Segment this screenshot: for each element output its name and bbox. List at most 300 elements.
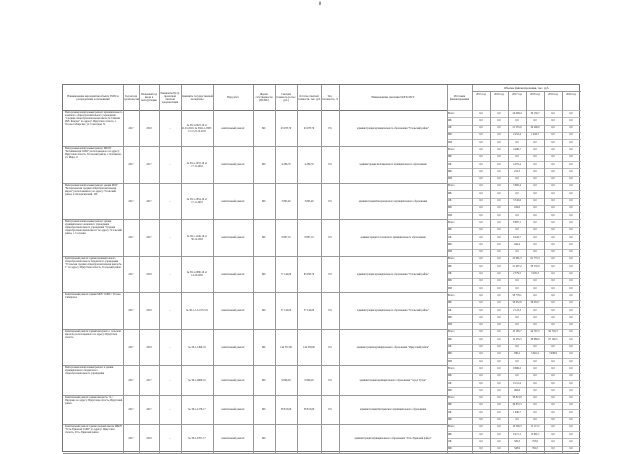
funding-value: 36 150,7 xyxy=(530,111,540,115)
funding-source: Всего xyxy=(448,257,455,261)
funding-value: 0,0 xyxy=(479,366,483,370)
funding-value: 0,0 xyxy=(533,396,537,400)
cell-pct: 0% xyxy=(328,199,332,203)
cell-end: 2018 xyxy=(146,309,152,313)
header-cost: Сметная стоимость (в тыс. руб.) xyxy=(275,93,297,102)
object-name: Выборочный капитальный ремонт МКОУ "Кобляковская СОШ" расположенного по адресу: Иркутская область, Усольский район, с. Кобляково, ул. Мира, 8 xyxy=(65,147,122,160)
cell-rest: 43 078,70 xyxy=(303,126,315,130)
cell-end: 2017 xyxy=(146,199,152,203)
funding-value: 0,0 xyxy=(533,191,537,195)
grid-line xyxy=(544,91,545,453)
funding-value: 0,0 xyxy=(569,133,573,137)
cell-type: капитальный ремонт xyxy=(221,309,245,313)
funding-value: 0,0 xyxy=(515,286,519,290)
funding-value: 0,0 xyxy=(479,352,483,356)
funding-value: 0,0 xyxy=(515,315,519,319)
funding-value: 0,0 xyxy=(479,272,483,276)
cell-rest xyxy=(297,424,321,453)
funding-value: 0,0 xyxy=(569,308,573,312)
cell-end: 2018 xyxy=(146,126,152,130)
cell-pct: 0% xyxy=(328,378,332,382)
funding-value: 526,3 xyxy=(514,439,520,443)
funding-value: 0,0 xyxy=(533,345,537,349)
cell-cost: 43 078,70 xyxy=(280,126,292,130)
cell-pct: 0% xyxy=(328,163,332,167)
funding-value: 0,0 xyxy=(569,425,573,429)
funding-value: 0,0 xyxy=(497,418,501,421)
funding-value: 0,0 xyxy=(479,425,483,429)
funding-value: 0,0 xyxy=(479,418,483,421)
funding-value: 0,0 xyxy=(515,279,519,283)
funding-value: 0,0 xyxy=(515,177,519,181)
funding-value: 2 453,4 xyxy=(513,133,521,137)
funding-value: 3 695,4 xyxy=(513,184,521,188)
funding-value: 3 938,9 xyxy=(549,352,557,356)
object-name: Капитальный ремонт здания школы № 12 с. Писарево по адресу: Иркутская область, Иркутский район xyxy=(65,395,123,405)
funding-value: 0,0 xyxy=(569,388,573,392)
cell-start: 2017 xyxy=(128,407,134,411)
cell-start: 2017 xyxy=(128,126,134,130)
grid-line xyxy=(123,85,124,453)
funding-value: 0,0 xyxy=(569,220,573,224)
funding-value: 0,0 xyxy=(551,359,555,363)
funding-source: ФБ xyxy=(448,403,452,407)
header-year: 2019 год xyxy=(548,93,558,96)
funding-source: Всего xyxy=(448,330,455,334)
cell-form: МС xyxy=(261,126,267,130)
header-form: Форма собственности (ГП/МС) xyxy=(255,93,273,102)
funding-value: 0,0 xyxy=(497,410,501,414)
funding-value: 0,0 xyxy=(569,206,573,210)
funding-value: 0,0 xyxy=(551,228,555,232)
cell-customer: администрация муниципального образования "Усольский район" xyxy=(356,309,430,313)
header-year: 2015 год xyxy=(476,93,486,96)
funding-source: ФБ xyxy=(448,301,452,305)
cell-pct: 0% xyxy=(328,126,332,130)
funding-value: 67 192,5 xyxy=(548,337,558,341)
cell-customer: администрация Писаревского муниципального образования xyxy=(359,407,427,411)
funding-value: 0,0 xyxy=(569,330,573,334)
funding-value: 0,0 xyxy=(479,264,483,268)
cell-pct: 0% xyxy=(328,407,332,411)
funding-value: 8 887,1 xyxy=(513,220,521,224)
funding-value: 0,0 xyxy=(479,337,483,341)
funding-value: 1 944,7 xyxy=(531,133,539,137)
cell-start: 2017 xyxy=(128,436,134,440)
funding-value: 0,0 xyxy=(533,184,537,188)
funding-source: МБ xyxy=(448,206,452,210)
funding-value: 0,0 xyxy=(551,235,555,239)
funding-value: 0,0 xyxy=(569,228,573,232)
funding-value: 0,0 xyxy=(569,111,573,115)
funding-value: 0,0 xyxy=(569,432,573,436)
header-stage: Реквизиты ПСД, проектной сметной документации xyxy=(160,91,180,104)
cell-pct xyxy=(321,424,339,453)
funding-value: 0,0 xyxy=(479,118,483,122)
funding-value: 38 986,0 xyxy=(530,337,540,341)
funding-value: 58 570,0 xyxy=(530,264,540,268)
funding-value: 0,0 xyxy=(497,301,501,305)
funding-source: МБ xyxy=(448,133,452,137)
funding-value: 0,0 xyxy=(551,199,555,203)
cell-stage: - xyxy=(169,272,171,276)
funding-value: 0,0 xyxy=(569,118,573,122)
cell-rest: 4 286,70 xyxy=(304,163,314,167)
cell-docs: № 38-1-1053-16 от 17.11.2016 xyxy=(186,161,208,168)
funding-value: 0,0 xyxy=(497,381,501,385)
funding-value: 0,0 xyxy=(479,403,483,407)
funding-value: 0,0 xyxy=(479,155,483,159)
object-name: Выборочный капитальный ремонт здания МОУ "Белореченская средняя общеобразовательная школа" расположенного по адресу: Усольский район, п. Белореченский, 106 xyxy=(65,183,118,196)
cell-cost xyxy=(275,424,297,453)
funding-value: 0,0 xyxy=(569,345,573,349)
funding-value: 0,0 xyxy=(569,257,573,261)
funding-value: 0,0 xyxy=(497,250,501,254)
funding-value: 58 776,1 xyxy=(512,293,522,297)
funding-value: 0,0 xyxy=(551,410,555,414)
funding-source: ИИ xyxy=(448,286,452,290)
funding-value: 0,0 xyxy=(533,315,537,319)
funding-source: ИИ xyxy=(448,359,452,363)
grid-line xyxy=(159,85,160,453)
funding-value: 0,0 xyxy=(569,169,573,173)
funding-value: 0,0 xyxy=(533,279,537,283)
funding-value: 0,0 xyxy=(497,388,501,392)
cell-end: 2017 xyxy=(146,378,152,382)
funding-source: ОБ xyxy=(448,345,452,349)
funding-value: 0,0 xyxy=(569,126,573,130)
funding-source: МБ xyxy=(448,388,452,392)
funding-value: 0,0 xyxy=(497,432,501,436)
funding-source: ОБ xyxy=(448,410,452,414)
cell-cost: 3 695,40 xyxy=(281,199,291,203)
header-pct: Тех. готовность, % xyxy=(321,94,339,101)
funding-value: 0,0 xyxy=(551,206,555,210)
cell-pct: 0% xyxy=(328,345,332,349)
funding-value: 0,0 xyxy=(479,432,483,436)
page-number: 8 xyxy=(318,2,322,7)
funding-source: МБ xyxy=(448,315,452,319)
grid-line xyxy=(339,85,340,453)
cell-cost: 9 696,20 xyxy=(281,378,291,382)
funding-value: 0,0 xyxy=(551,425,555,429)
grid-line xyxy=(526,91,527,453)
funding-source: МБ xyxy=(448,352,452,356)
funding-value: 0,0 xyxy=(551,118,555,122)
funding-source: Всего xyxy=(448,220,455,224)
funding-value: 0,0 xyxy=(533,323,537,327)
cell-customer: администрация муниципального образования "Усть-Удинский район" xyxy=(354,436,432,440)
funding-value: 0,0 xyxy=(569,301,573,305)
cell-pct: 0% xyxy=(328,236,332,240)
funding-value: 0,0 xyxy=(497,447,501,451)
header-customer: Наименование заказчика ПОГК МСУ xyxy=(371,96,415,99)
funding-source: Всего xyxy=(448,293,455,297)
funding-source: ОБ xyxy=(448,162,452,166)
cell-docs: № 38-1-0023-16 от 21.01.2016, № 3841-1-0307-15 от 25.12.2015 xyxy=(181,123,213,133)
funding-value: 21 555,0 xyxy=(512,126,522,130)
funding-value: 0,0 xyxy=(497,140,501,144)
cell-stage: - xyxy=(169,236,171,240)
cell-stage: - xyxy=(169,436,171,440)
funding-value: 0,0 xyxy=(551,396,555,400)
funding-value: 0,0 xyxy=(551,388,555,392)
header-start: Год начала строительства xyxy=(123,94,139,101)
funding-value: 0,0 xyxy=(533,374,537,378)
object-name: Выборочный капитальный ремонт здания муниципального казенного учреждения общеобразовательного учреждения "Средняя общеобразовательная школа" по адресу: Усольский район, с. Сосновка xyxy=(65,220,122,236)
funding-value: 0,0 xyxy=(479,147,483,151)
funding-value: 0,0 xyxy=(533,206,537,210)
funding-value: 0,0 xyxy=(551,111,555,115)
cell-stage: - xyxy=(169,163,171,167)
funding-value: 0,0 xyxy=(497,293,501,297)
funding-value: 0,0 xyxy=(551,126,555,130)
funding-value: 214,3 xyxy=(514,169,520,173)
funding-value: 0,0 xyxy=(497,257,501,261)
funding-value: 0,0 xyxy=(497,213,501,217)
funding-value: 0,0 xyxy=(569,439,573,443)
funding-value: 0,0 xyxy=(551,447,555,451)
funding-value: 9 696,2 xyxy=(513,366,521,370)
funding-value: 0,0 xyxy=(497,184,501,188)
funding-value: 0,0 xyxy=(479,184,483,188)
funding-value: 0,0 xyxy=(551,147,555,151)
funding-value: 0,0 xyxy=(551,162,555,166)
funding-value: 484,8 xyxy=(514,388,520,392)
funding-value: 0,0 xyxy=(533,381,537,385)
cell-type: капитальный ремонт xyxy=(221,236,245,240)
funding-value: 1 940,7 xyxy=(513,410,521,414)
funding-value: 0,0 xyxy=(497,323,501,327)
cell-start: 2017 xyxy=(128,272,134,276)
header-year: 2020 год xyxy=(566,93,576,96)
funding-value: 0,0 xyxy=(515,374,519,378)
funding-value: 0,0 xyxy=(533,169,537,173)
funding-value: 0,0 xyxy=(569,279,573,283)
header-year: 2017 год xyxy=(512,93,522,96)
funding-source: ИИ xyxy=(448,177,452,181)
funding-value: 0,0 xyxy=(479,206,483,210)
funding-value: 0,0 xyxy=(551,177,555,181)
funding-value: 9 211,4 xyxy=(513,381,521,385)
funding-value: 0,0 xyxy=(497,162,501,166)
funding-source: ОБ xyxy=(448,126,452,130)
funding-value: 0,0 xyxy=(569,147,573,151)
cell-docs: № 38-1-1-3-0172-16 xyxy=(186,309,208,313)
funding-value: 0,0 xyxy=(479,447,483,451)
cell-form: МС xyxy=(261,199,267,203)
funding-value: 0,0 xyxy=(533,242,537,246)
funding-value: 0,0 xyxy=(569,264,573,268)
funding-value: 0,0 xyxy=(479,345,483,349)
funding-value: 0,0 xyxy=(479,213,483,217)
funding-value: 0,0 xyxy=(497,206,501,210)
cell-end: 2018 xyxy=(146,272,152,276)
funding-source: Всего xyxy=(448,184,455,188)
funding-value: 0,0 xyxy=(497,439,501,443)
funding-value: 0,0 xyxy=(533,366,537,370)
funding-value: 0,0 xyxy=(515,228,519,232)
funding-value: 0,0 xyxy=(569,403,573,407)
cell-stage: - xyxy=(169,407,171,411)
funding-value: 0,0 xyxy=(497,220,501,224)
cell-rest: 38 813,00 xyxy=(303,407,315,411)
funding-source: ФБ xyxy=(448,337,452,341)
funding-value: 44 707,2 xyxy=(530,330,540,334)
funding-value: 0,0 xyxy=(551,155,555,159)
funding-value: 0,0 xyxy=(497,425,501,429)
cell-end: 2018 xyxy=(146,436,152,440)
funding-value: 0,0 xyxy=(479,140,483,144)
funding-value: 0,0 xyxy=(551,315,555,319)
funding-source: Всего xyxy=(448,111,455,115)
funding-value: 0,0 xyxy=(497,199,501,203)
funding-value: 0,0 xyxy=(479,242,483,246)
funding-value: 0,0 xyxy=(551,381,555,385)
funding-value: 0,0 xyxy=(551,286,555,290)
funding-value: 4 286,7 xyxy=(513,147,521,151)
funding-source: ФБ xyxy=(448,155,452,159)
funding-value: 0,0 xyxy=(569,184,573,188)
funding-value: 0,0 xyxy=(533,228,537,232)
funding-value: 0,0 xyxy=(533,410,537,414)
cell-pct: 0% xyxy=(328,309,332,313)
funding-value: 0,0 xyxy=(479,301,483,305)
cell-docs: № 38-1-0960-16 xyxy=(188,378,206,382)
funding-value: 0,0 xyxy=(515,213,519,217)
cell-pct: 0% xyxy=(328,272,332,276)
funding-value: 0,0 xyxy=(497,345,501,349)
cell-customer: администрация муниципального образования "город Тулун" xyxy=(359,378,427,382)
funding-source: ФБ xyxy=(448,264,452,268)
funding-value: 0,0 xyxy=(551,272,555,276)
cell-start: 2017 xyxy=(128,199,134,203)
funding-value: 0,0 xyxy=(533,388,537,392)
grid-line xyxy=(562,91,563,453)
cell-cost: 77 144,00 xyxy=(280,272,292,276)
funding-value: 528,9 xyxy=(514,447,520,451)
funding-value: 38 813,0 xyxy=(512,396,522,400)
funding-value: 0,0 xyxy=(569,374,573,378)
funding-value: 0,0 xyxy=(497,235,501,239)
object-name: Выборочный капитальный ремонт муниципального казенного общеобразовательного учреждения "Средняя общеобразовательная школа № 8 имени И.Н. Кожуна" по адресу: Иркутская область, г. Усолье-Сибирское, ул. Советская, 31 xyxy=(65,111,123,126)
funding-value: 0,0 xyxy=(479,162,483,166)
cell-form: МС xyxy=(261,236,267,240)
cell-type: капитальный ремонт xyxy=(221,345,245,349)
cell-cost: 57 144,00 xyxy=(280,309,292,313)
funding-value: 56 652,8 xyxy=(512,301,522,305)
funding-value: 0,0 xyxy=(533,293,537,297)
object-name: Капитальный ремонт здания МОУ СОШ г. Усолье-Сибирское xyxy=(65,293,122,300)
cell-rest: 9 696,20 xyxy=(304,378,314,382)
funding-value: 0,0 xyxy=(479,410,483,414)
funding-value: 0,0 xyxy=(479,359,483,363)
funding-value: 0,0 xyxy=(569,381,573,385)
cell-form: МС xyxy=(261,272,267,276)
funding-value: 0,0 xyxy=(479,250,483,254)
funding-value: 0,0 xyxy=(569,315,573,319)
cell-docs: № 38-1-2080-16 от 14.10.2016 xyxy=(186,271,208,278)
funding-value: 12 255,5 xyxy=(512,337,522,341)
cell-form: МС xyxy=(261,436,267,440)
header-rest: Остаток сметной стоимости, тыс. руб. xyxy=(297,94,321,101)
funding-value: 0,0 xyxy=(569,447,573,451)
funding-value: 0,0 xyxy=(497,366,501,370)
cell-cost: 8 887,10 xyxy=(281,236,291,240)
funding-value: 0,0 xyxy=(569,418,573,421)
funding-value: 0,0 xyxy=(569,155,573,159)
funding-source: ИИ xyxy=(448,140,452,144)
grid-line xyxy=(297,85,298,453)
funding-value: 0,0 xyxy=(479,286,483,290)
funding-value: 0,0 xyxy=(551,374,555,378)
funding-value: 0,0 xyxy=(551,191,555,195)
funding-value: 0,0 xyxy=(479,396,483,400)
funding-value: 0,0 xyxy=(569,286,573,290)
funding-source: МБ xyxy=(448,447,452,451)
funding-value: 0,0 xyxy=(497,264,501,268)
funding-value: 0,0 xyxy=(497,374,501,378)
funding-value: 0,0 xyxy=(497,337,501,341)
funding-source: МБ xyxy=(448,418,452,421)
grid-line xyxy=(213,85,214,453)
funding-value: 0,0 xyxy=(551,220,555,224)
funding-value: 0,0 xyxy=(515,250,519,254)
funding-value: 0,0 xyxy=(479,308,483,312)
grid-line xyxy=(508,91,509,453)
cell-type: капитальный ремонт xyxy=(221,378,245,382)
funding-value: 0,0 xyxy=(533,213,537,217)
header-year: 2016 год xyxy=(494,93,504,96)
funding-value: 444,4 xyxy=(514,242,520,246)
header-name: Наименование мероприятия объекта ГМП за распределение ассигнований xyxy=(67,94,119,101)
cell-customer: администрация Кобляковского муниципального образования xyxy=(359,163,427,167)
object-name: Выборочный капитальный ремонт в здании муниципального бюджетного общеобразовательного учреждения xyxy=(65,366,114,376)
funding-value: 0,0 xyxy=(515,323,519,327)
funding-source: Всего xyxy=(448,366,455,370)
header-group-title: Объемы финансирования, тыс. руб. xyxy=(472,85,581,92)
cell-type: капитальный ремонт xyxy=(221,126,245,130)
funding-value: 0,0 xyxy=(551,432,555,436)
funding-value: 25 981,3 xyxy=(512,257,522,261)
funding-source: ФБ xyxy=(448,228,452,232)
funding-value: 0,0 xyxy=(497,191,501,195)
funding-value: 13 601,1 xyxy=(530,432,540,436)
funding-value: 5 691,2 xyxy=(531,352,539,356)
funding-value: 0,0 xyxy=(569,293,573,297)
funding-value: 0,0 xyxy=(533,403,537,407)
funding-value: 0,0 xyxy=(533,155,537,159)
funding-value: 0,0 xyxy=(497,403,501,407)
funding-source: ОБ xyxy=(448,272,452,276)
funding-value: 0,0 xyxy=(479,330,483,334)
funding-value: 0,0 xyxy=(515,345,519,349)
funding-value: 0,0 xyxy=(551,242,555,246)
funding-value: 0,0 xyxy=(497,111,501,115)
funding-value: 0,0 xyxy=(533,235,537,239)
funding-value: 3 510,6 xyxy=(513,199,521,203)
funding-value: 0,0 xyxy=(551,403,555,407)
funding-value: 0,0 xyxy=(479,315,483,319)
funding-value: 0,0 xyxy=(497,147,501,151)
cell-end: 2017 xyxy=(146,236,152,240)
funding-value: 0,0 xyxy=(533,118,537,122)
grid-line xyxy=(321,85,322,453)
funding-value: 0,0 xyxy=(479,257,483,261)
cell-form: МС xyxy=(261,345,267,349)
cell-customer: администрация Белореченского муниципального образования xyxy=(358,199,428,203)
funding-value: 0,0 xyxy=(551,418,555,421)
